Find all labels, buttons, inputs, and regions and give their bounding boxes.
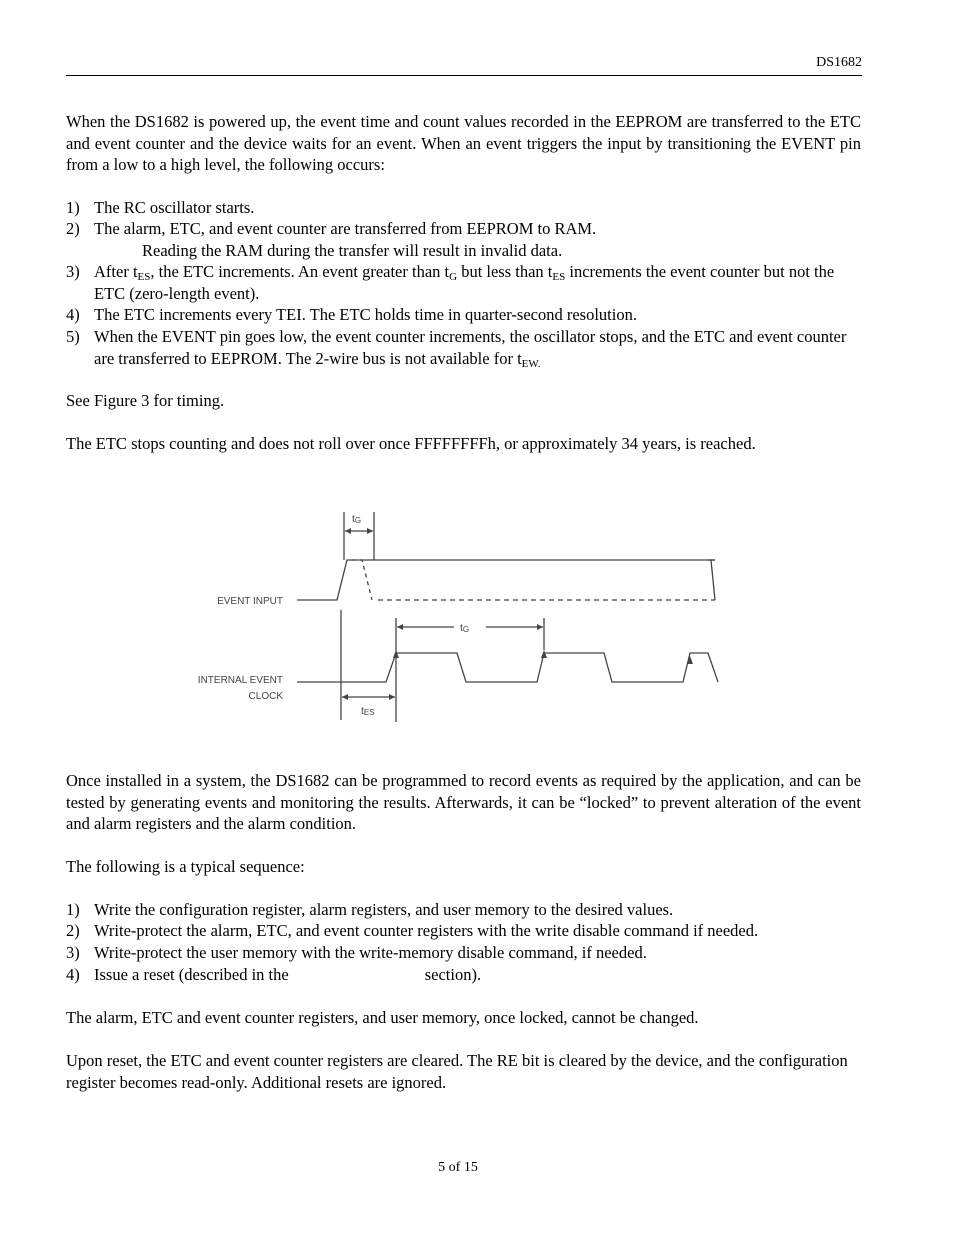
step-text: The ETC increments every TEI. The ETC holds time in quarter-second resolution. — [94, 305, 637, 324]
install-paragraph: Once installed in a system, the DS1682 can be programmed to record events as required by the application, and can be tested by generating events and monitoring the results. Afterwards, it can be “locked” to prevent alteration of the event and alarm registers and the alarm condition. — [66, 771, 861, 833]
step-number: 2) — [66, 921, 80, 940]
step-text: Write-protect the alarm, ETC, and event counter registers with the write disable command if needed. — [94, 921, 759, 940]
step-2-note: Reading the RAM during the transfer will result in invalid data. — [142, 241, 563, 260]
tg-top-label: tG — [352, 513, 362, 525]
step-number: 3) — [66, 262, 80, 281]
step-text: The alarm, ETC, and event counter are transferred from EEPROM to RAM. — [94, 219, 597, 238]
step-text: Issue a reset (described in the section). — [94, 965, 482, 984]
etc-stop-text: The ETC stops counting and does not roll over once FFFFFFFFh, or approximately 34 years, is reached. — [66, 434, 756, 453]
event-input-label: EVENT INPUT — [217, 596, 283, 607]
header-title: DS1682 — [816, 55, 862, 70]
step-text: When the EVENT pin goes low, the event counter increments, the oscillator stops, and the ETC and event counter are transferred to EEPROM. The 2-wire bus is not available for $t_{EW.}$ — [94, 327, 847, 370]
step-text: After $t_{ES}$, the ETC increments. An event greater than $t_G$ but less than $t_{ES}$ increments the event counter but not the ETC (zero-length event). — [94, 262, 835, 303]
reset-paragraph: Upon reset, the ETC and event counter registers are cleared. The RE bit is cleared by the device, and the configuration register becomes read-only. Additional resets are ignored. — [66, 1051, 848, 1092]
internal-event-label-line1: INTERNAL EVENT — [197, 675, 283, 686]
internal-event-label-line2: CLOCK — [248, 691, 283, 702]
event-input-dashed-edge — [352, 560, 372, 600]
event-input-waveform — [297, 560, 715, 600]
step-number: 4) — [66, 305, 80, 324]
timing-diagram — [0, 500, 954, 750]
step-text: The RC oscillator starts. — [94, 198, 255, 217]
step-number: 3) — [66, 943, 80, 962]
step-number: 2) — [66, 219, 80, 238]
step-text: Write-protect the user memory with the write-memory disable command, if needed. — [94, 943, 647, 962]
locked-text: The alarm, ETC and event counter registers, and user memory, once locked, cannot be changed. — [66, 1008, 699, 1027]
page-number: 5 of 15 — [438, 1160, 478, 1175]
see-figure-text: See Figure 3 for timing. — [66, 391, 225, 410]
step-number: 1) — [66, 900, 80, 919]
internal-clock-waveform — [297, 653, 718, 682]
step-number: 4) — [66, 965, 80, 984]
typical-sequence-text: The following is a typical sequence: — [66, 857, 305, 876]
header-rule — [66, 75, 862, 76]
tg-mid-label: tG — [460, 622, 470, 634]
intro-paragraph: When the DS1682 is powered up, the event time and count values recorded in the EEPROM are transferred to the ETC and event counter and the device waits for an event. When an event triggers the input by transitioning the EVENT pin from a low to a high level, the following occurs: — [66, 112, 861, 174]
tes-label: tES — [361, 705, 375, 717]
step-number: 5) — [66, 327, 80, 346]
step-number: 1) — [66, 198, 80, 217]
step-text: Write the configuration register, alarm registers, and user memory to the desired values. — [94, 900, 674, 919]
